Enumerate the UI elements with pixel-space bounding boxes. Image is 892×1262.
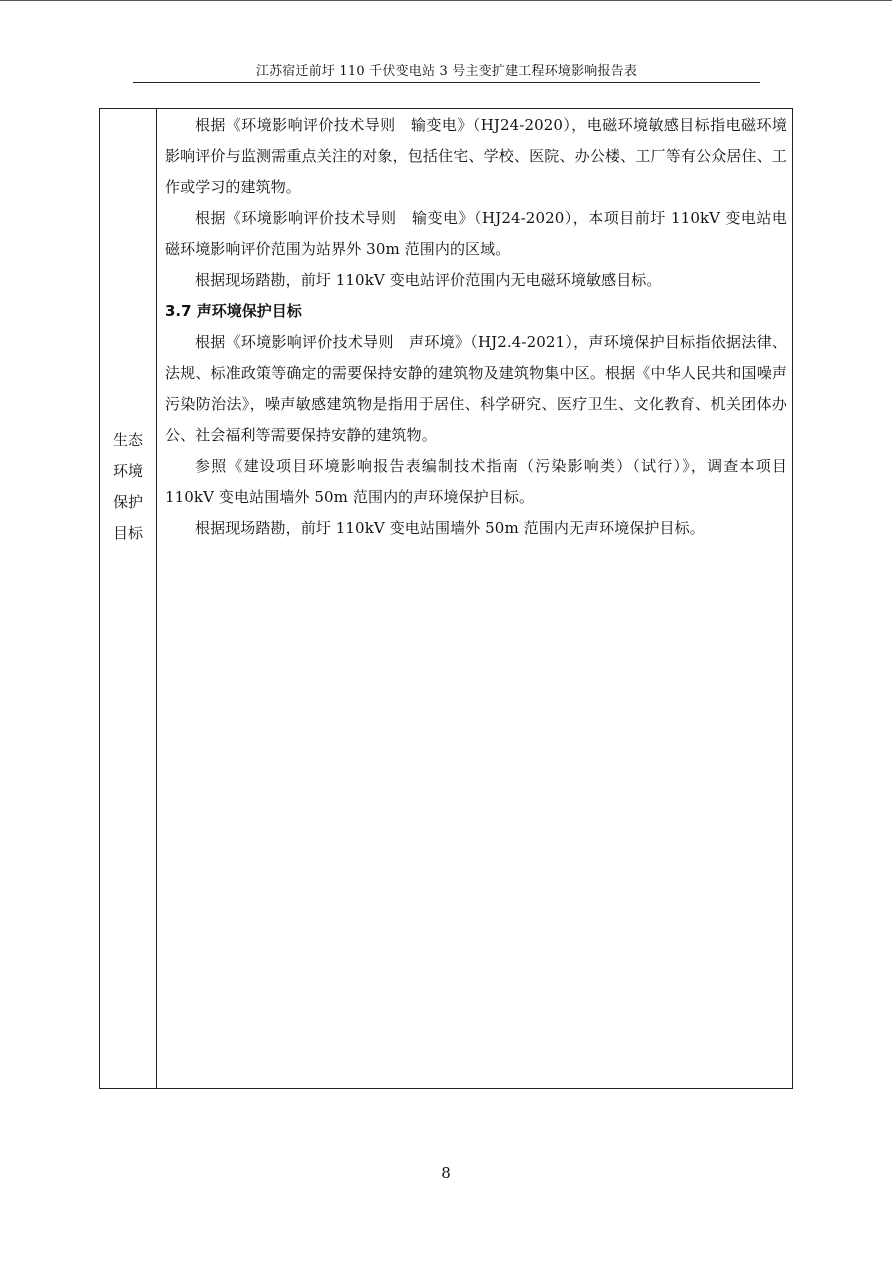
section-heading: 3.7 声环境保护目标 bbox=[165, 302, 302, 320]
paragraph: 根据现场踏勘，前圩 110kV 变电站围墙外 50m 范围内无声环境保护目标。 bbox=[195, 519, 705, 537]
row-label-line: 环境 bbox=[112, 462, 143, 480]
paragraph: 根据《环境影响评价技术导则 声环境》（HJ2.4-2021），声环境保护目标指依据法律、法规、标准政策等确定的需要保持安静的建筑物及建筑物集中区。根据《中华人民共和国噪声污染防治法》，噪声敏感建筑物是指用于居住、科学研究、医疗卫生、文化教育、机关团体办公、社会福利等需要保持安静的建筑物。 bbox=[165, 333, 787, 444]
report-table bbox=[99, 108, 793, 1089]
header-rule bbox=[133, 82, 760, 83]
row-label-line: 生态 bbox=[112, 431, 143, 449]
row-content-cell bbox=[165, 110, 787, 544]
row-label-cell bbox=[100, 109, 157, 1088]
row-label-line: 保护 bbox=[112, 493, 143, 511]
paragraph: 参照《建设项目环境影响报告表编制技术指南（污染影响类）（试行）》，调查本项目 110kV 变电站围墙外 50m 范围内的声环境保护目标。 bbox=[165, 457, 787, 506]
page-number: 8 bbox=[441, 1164, 451, 1182]
page-top-border bbox=[0, 0, 892, 1]
row-label bbox=[100, 425, 156, 549]
paragraph: 根据《环境影响评价技术导则 输变电》（HJ24-2020），本项目前圩 110kV 变电站电磁环境影响评价范围为站界外 30m 范围内的区域。 bbox=[165, 209, 787, 258]
row-label-line: 目标 bbox=[112, 524, 143, 542]
document-header-title: 江苏宿迁前圩 110 千伏变电站 3 号主变扩建工程环境影响报告表 bbox=[255, 64, 638, 79]
paragraph: 根据《环境影响评价技术导则 输变电》（HJ24-2020），电磁环境敏感目标指电磁环境影响评价与监测需重点关注的对象，包括住宅、学校、医院、办公楼、工厂等有公众居住、工作或学习的建筑物。 bbox=[165, 116, 787, 196]
paragraph: 根据现场踏勘，前圩 110kV 变电站评价范围内无电磁环境敏感目标。 bbox=[195, 271, 662, 289]
